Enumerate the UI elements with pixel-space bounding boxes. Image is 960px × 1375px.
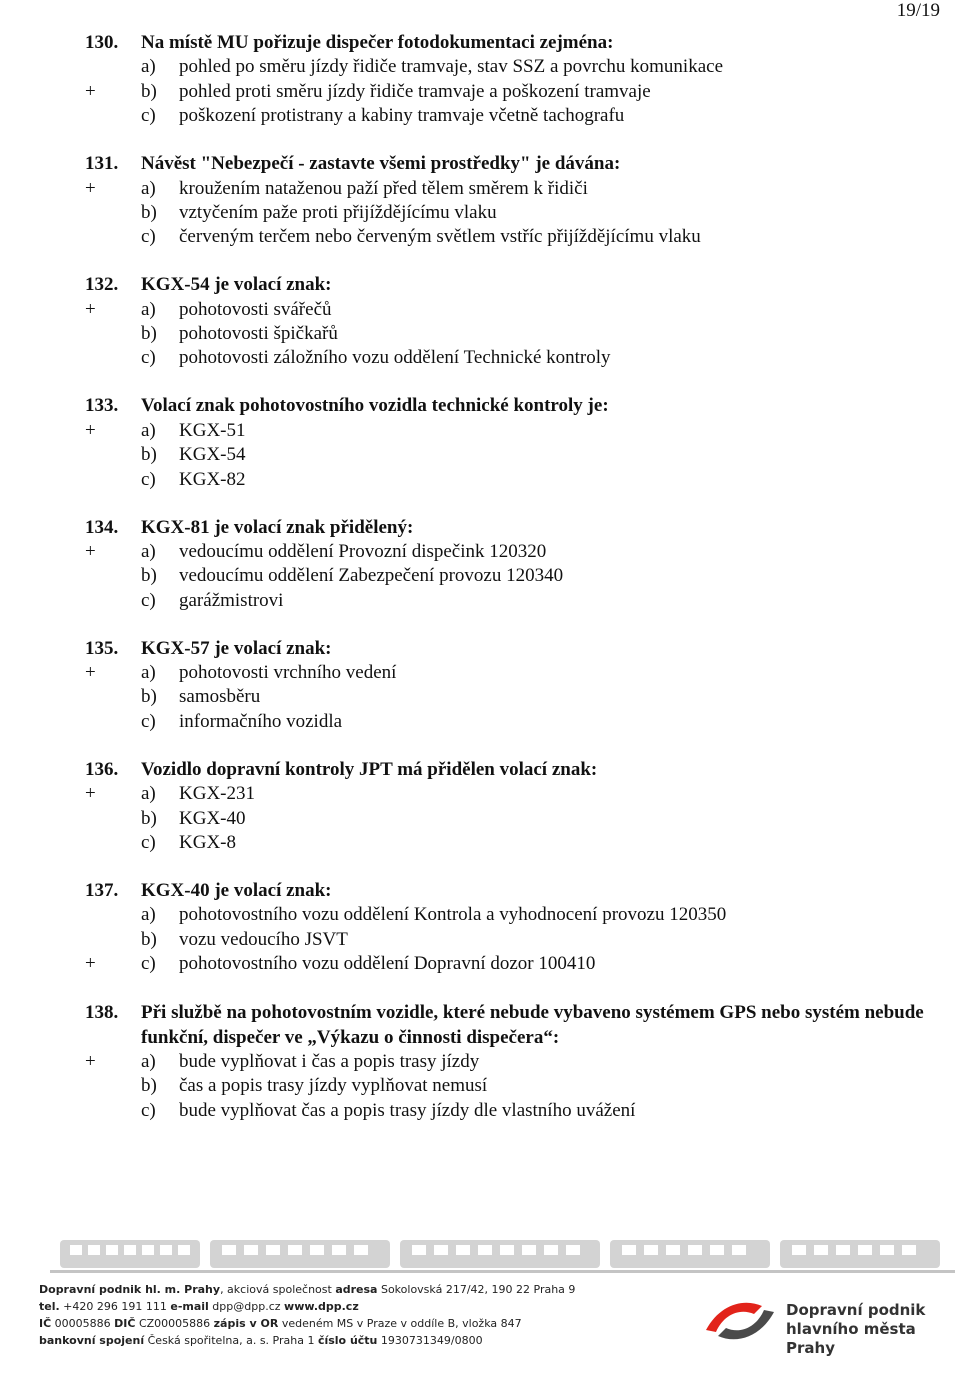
option-text: bude vyplňovat čas a popis trasy jízdy dle vlastního uvážení [179,1099,636,1121]
question-block [0,879,960,977]
question-number: 130. [85,32,119,53]
email-label: e-mail [170,1300,209,1313]
account-label: číslo účtu [317,1334,378,1347]
dpp-logo [700,1284,950,1360]
answer-option [0,104,960,128]
option-letter: a) [141,904,156,926]
question-block [0,31,960,129]
option-letter: a) [141,177,156,199]
answer-option [0,177,960,201]
correct-answer-mark: + [85,783,96,805]
option-letter: b) [141,807,157,829]
option-letter: c) [141,468,156,490]
option-text: pohotovosti vrchního vedení [179,662,397,684]
question-text: Při službě na pohotovostním vozidle, které nebude vybaveno systémem GPS nebo systém nebude funkční, dispečer ve „Výkazu o činnosti dispečera“: [141,1002,924,1048]
question-block [0,637,960,735]
answer-option [0,225,960,249]
ic-label: IČ [39,1317,52,1330]
email-value: dpp@dpp.cz [208,1300,285,1313]
correct-answer-mark: + [85,662,96,684]
question-heading [0,152,960,176]
question-number: 137. [85,879,119,901]
footer-line-registration [39,1315,575,1332]
register-label: zápis v OR [213,1317,279,1330]
option-letter: c) [141,347,156,369]
page-number: 19/19 [896,0,940,21]
correct-answer-mark: + [85,298,96,320]
option-letter: a) [141,298,156,320]
option-letter: c) [141,831,156,853]
option-letter: b) [141,80,157,102]
answer-option [0,710,960,734]
option-text: KGX-51 [179,419,246,441]
option-text: vozu vedoucího JSVT [179,928,348,950]
question-text: KGX-81 je volací znak přidělený: [141,516,414,538]
footer-line-contact [39,1298,575,1315]
question-number: 132. [85,274,119,296]
option-text: pohotovosti špičkařů [179,323,338,345]
option-text: vedoucímu oddělení Provozní dispečink 120320 [179,540,547,562]
option-text: pohled po směru jízdy řidiče tramvaje, stav SSZ a povrchu komunikace [179,56,723,78]
question-heading [0,394,960,418]
option-letter: a) [141,662,156,684]
dpp-logo-icon [700,1284,780,1360]
question-number: 134. [85,516,119,538]
bank-value: Česká spořitelna, a. s. Praha 1 [144,1334,318,1347]
answer-option [0,322,960,346]
option-text: kroužením nataženou paží před tělem směrem k řidiči [179,177,588,199]
question-number: 131. [85,153,119,175]
option-letter: c) [141,953,156,975]
register-value: vedeném MS v Praze v oddíle B, vložka 847 [278,1317,522,1330]
answer-option [0,589,960,613]
answer-option [0,419,960,443]
option-letter: c) [141,589,156,611]
address-value: Sokolovská 217/42, 190 22 Praha 9 [377,1283,576,1296]
answer-option [0,807,960,831]
question-block [0,516,960,614]
question-heading [0,273,960,297]
option-text: KGX-82 [179,468,246,490]
option-text: pohotovosti záložního vozu oddělení Technické kontroly [179,347,611,369]
question-heading [0,1000,960,1050]
option-letter: c) [141,105,156,127]
answer-option [0,831,960,855]
option-letter: a) [141,1051,156,1072]
answer-option [0,661,960,685]
answer-option [0,201,960,225]
question-block [0,1000,960,1123]
answer-option [0,782,960,806]
correct-answer-mark: + [85,953,96,975]
question-heading [0,758,960,782]
answer-option [0,928,960,952]
question-heading [0,879,960,903]
correct-answer-mark: + [85,80,96,102]
dic-label: DIČ [114,1317,136,1330]
option-text: samosběru [179,686,261,708]
option-letter: c) [141,710,156,732]
option-text: vedoucímu oddělení Zabezpečení provozu 120340 [179,565,564,587]
footer-line-bank [39,1332,575,1349]
logo-text [786,1301,950,1358]
address-label: adresa [335,1283,378,1296]
answer-option [0,298,960,322]
account-value: 1930731349/0800 [377,1334,483,1347]
answer-option [0,346,960,370]
answer-option [0,540,960,564]
footer-company-info [39,1281,575,1349]
option-text: čas a popis trasy jízdy vyplňovat nemusí [179,1075,488,1097]
tel-value: +420 296 191 111 [59,1300,171,1313]
question-block [0,394,960,492]
question-number: 133. [85,395,119,417]
option-letter: a) [141,783,156,805]
question-text: Volací znak pohotovostního vozidla technické kontroly je: [141,395,609,417]
correct-answer-mark: + [85,177,96,199]
correct-answer-mark: + [85,1051,96,1072]
question-number: 135. [85,637,119,659]
question-text: KGX-40 je volací znak: [141,879,332,901]
option-text: informačního vozidla [179,710,343,732]
option-letter: b) [141,686,157,708]
option-letter: a) [141,540,156,562]
option-letter: b) [141,201,157,223]
company-type: , akciová společnost [220,1283,336,1296]
option-text: KGX-54 [179,444,246,466]
answer-option [0,685,960,709]
question-number: 136. [85,758,119,780]
tel-label: tel. [39,1300,60,1313]
option-text: vztyčením paže proti přijíždějícímu vlaku [179,201,497,223]
answer-option [0,443,960,467]
ic-value: 00005886 [51,1317,115,1330]
answer-option [0,80,960,104]
option-text: poškození protistrany a kabiny tramvaje včetně tachografu [179,105,625,127]
option-text: bude vyplňovat i čas a popis trasy jízdy [179,1051,480,1072]
option-letter: b) [141,928,157,950]
answer-option [0,55,960,79]
question-block [0,152,960,250]
question-heading [0,637,960,661]
question-text: Na místě MU pořizuje dispečer fotodokumentaci zejména: [141,32,614,53]
option-text: pohotovostního vozu oddělení Kontrola a vyhodnocení provozu 120350 [179,904,727,926]
option-letter: a) [141,56,156,78]
answer-option [0,1099,960,1123]
option-text: pohled proti směru jízdy řidiče tramvaje a poškození tramvaje [179,80,651,102]
question-text: KGX-57 je volací znak: [141,637,332,659]
question-list [0,31,960,1147]
question-block [0,273,960,371]
answer-option [0,468,960,492]
question-text: Návěst "Nebezpečí - zastavte všemi prostředky" je dávána: [141,153,621,175]
question-text: KGX-54 je volací znak: [141,274,332,296]
question-text: Vozidlo dopravní kontroly JPT má přidělen volací znak: [141,758,598,780]
option-letter: a) [141,419,156,441]
option-text: KGX-8 [179,831,236,853]
website-link[interactable]: www.dpp.cz [284,1300,359,1313]
question-heading [0,31,960,55]
option-letter: c) [141,226,156,248]
company-name: Dopravní podnik hl. m. Prahy [39,1283,221,1296]
option-text: pohotovosti svářečů [179,298,332,320]
answer-option [0,564,960,588]
answer-option [0,1050,960,1074]
question-block [0,758,960,856]
option-letter: b) [141,1075,157,1097]
answer-option [0,952,960,976]
option-letter: c) [141,1099,156,1121]
option-letter: b) [141,444,157,466]
question-heading [0,516,960,540]
option-text: KGX-231 [179,783,255,805]
option-text: garážmistrovi [179,589,284,611]
answer-option [0,903,960,927]
option-text: KGX-40 [179,807,246,829]
logo-text-line2: hlavního města Prahy [786,1320,916,1357]
option-letter: b) [141,323,157,345]
correct-answer-mark: + [85,540,96,562]
footer-line-company [39,1281,575,1298]
logo-text-line1: Dopravní podnik [786,1301,926,1319]
question-number: 138. [85,1002,119,1023]
bank-label: bankovní spojení [39,1334,145,1347]
correct-answer-mark: + [85,419,96,441]
option-letter: b) [141,565,157,587]
dic-value: CZ00005886 [135,1317,214,1330]
tram-silhouettes-decoration [50,1232,955,1276]
option-text: červeným terčem nebo červeným světlem vstříc přijíždějícímu vlaku [179,226,701,248]
answer-option [0,1074,960,1098]
option-text: pohotovostního vozu oddělení Dopravní dozor 100410 [179,953,596,975]
